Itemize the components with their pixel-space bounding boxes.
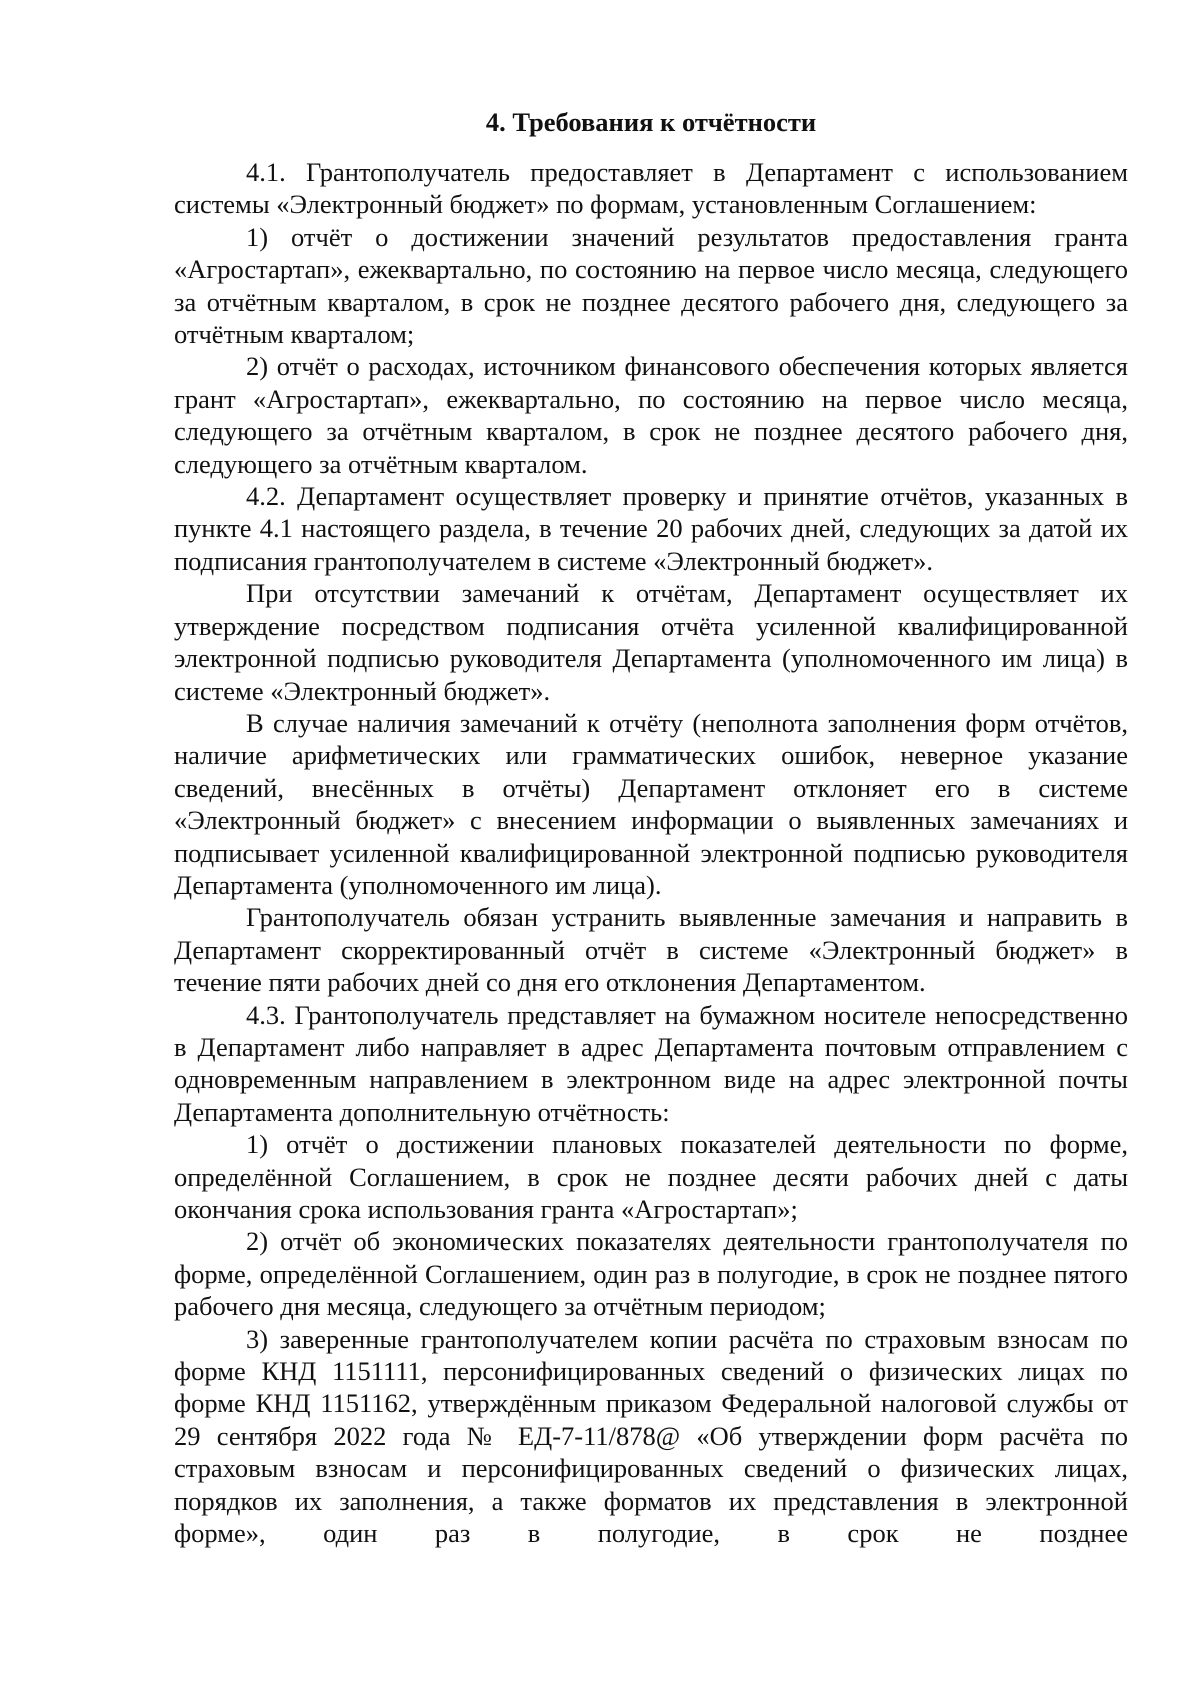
paragraph-with-remarks: В случае наличия замечаний к отчёту (неполнота заполнения форм отчётов, наличие арифметических или грамматических ошибок, неверное указание сведений, внесённых в отчёты) Департамент отклоняет его в системе «Электронный бюджет» с внесением информации о выявленных замечаниях и подписывает усиленной квалифицированной электронной подписью руководителя Департамента (уполномоченного им лица). <box>174 707 1128 900</box>
paragraph-4-3-item-1: 1) отчёт о достижении плановых показателей деятельности по форме, определённой Соглашением, в срок не позднее десяти рабочих дней с даты окончания срока использования гранта «Агростартап»; <box>174 1129 1128 1224</box>
paragraph-4-1-item-2: 2) отчёт о расходах, источником финансового обеспечения которых является грант «Агростартап», ежеквартально, по состоянию на первое число месяца, следующего за отчётным кварталом, в срок не позднее десятого рабочего дня, следующего за отчётным кварталом. <box>174 351 1128 479</box>
paragraph-4-3-item-2: 2) отчёт об экономических показателях деятельности грантополучателя по форме, определённой Соглашением, один раз в полугодие, в срок не позднее пятого рабочего дня месяца, следующего за отчётным периодом; <box>174 1226 1128 1322</box>
paragraph-4-1-item-1: 1) отчёт о достижении значений результатов предоставления гранта «Агростартап», ежеквартально, по состоянию на первое число месяца, следующего за отчётным кварталом, в срок не позднее десятого рабочего дня, следующего за отчётным кварталом; <box>174 221 1128 350</box>
paragraph-no-remarks: При отсутствии замечаний к отчётам, Департамент осуществляет их утверждение посредством подписания отчёта усиленной квалифицированной электронной подписью руководителя Департамента (уполномоченного им лица) в системе «Электронный бюджет». <box>174 578 1128 706</box>
document-page <box>174 106 1128 1549</box>
section-heading: 4. Требования к отчётности <box>485 107 817 137</box>
paragraph-correction: Грантополучатель обязан устранить выявленные замечания и направить в Департамент скорректированный отчёт в системе «Электронный бюджет» в течение пяти рабочих дней со дня его отклонения Департаментом. <box>174 902 1128 998</box>
paragraph-4-1: 4.1. Грантополучатель предоставляет в Департамент с использованием системы «Электронный бюджет» по формам, установленным Соглашением: <box>174 157 1128 220</box>
paragraph-4-3: 4.3. Грантополучатель представляет на бумажном носителе непосредственно в Департамент либо направляет в адрес Департамента почтовым отправлением с одновременным направлением в электронном виде на адрес электронной почты Департамента дополнительную отчётность: <box>174 999 1128 1127</box>
paragraph-4-2: 4.2. Департамент осуществляет проверку и принятие отчётов, указанных в пункте 4.1 настоящего раздела, в течение 20 рабочих дней, следующих за датой их подписания грантополучателем в системе «Электронный бюджет». <box>174 481 1128 576</box>
paragraph-4-3-item-3: 3) заверенные грантополучателем копии расчёта по страховым взносам по форме КНД 1151111, персонифицированных сведений о физических лицах по форме КНД 1151162, утверждённым приказом Федеральной налоговой службы от 29 сентября 2022 года № ЕД-7-11/878@ «Об утверждении форм расчёта по страховым взносам и персонифицированных сведений о физических лицах, порядков их заполнения, а также форматов их представления в электронной форме», один раз в полугодие, в срок не позднее <box>174 1323 1128 1549</box>
